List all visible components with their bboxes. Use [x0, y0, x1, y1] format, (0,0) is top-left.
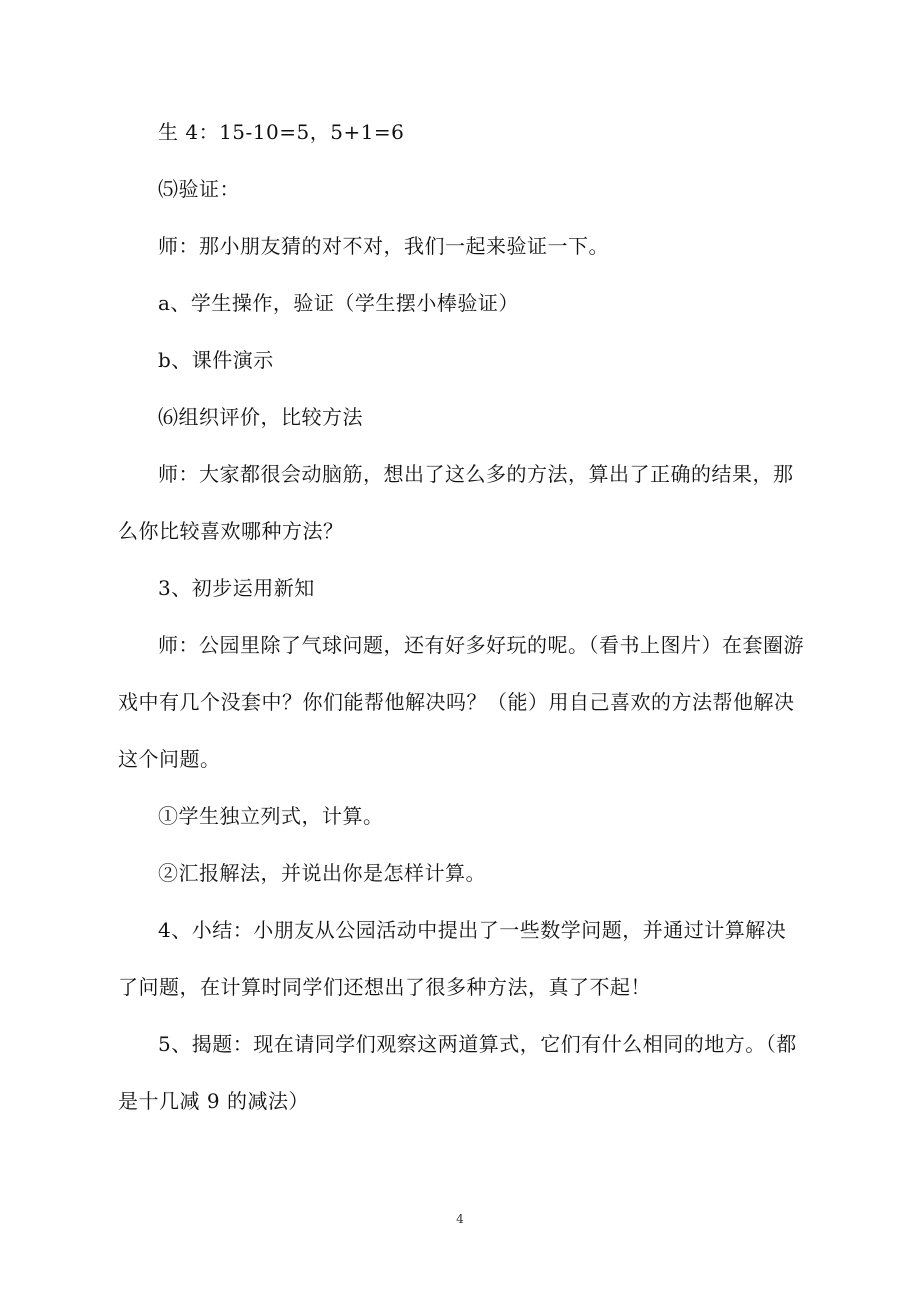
- paragraph-reveal-topic: 5、揭题：现在请同学们观察这两道算式，它们有什么相同的地方。（都是十几减 9 的减法）: [118, 1032, 797, 1113]
- page-number: 4: [456, 1212, 464, 1226]
- paragraph-report-method: ②汇报解法，并说出你是怎样计算。: [158, 861, 486, 885]
- paragraph-independent-calc: ①学生独立列式，计算。: [158, 804, 384, 828]
- paragraph-teacher-park: 师：公园里除了气球问题，还有好多好玩的呢。（看书上图片）在套圈游戏中有几个没套中？你们能帮他解决吗？（能）用自己喜欢的方法帮他解决这个问题。: [118, 633, 804, 771]
- paragraph-teacher-verify: 师：那小朋友猜的对不对，我们一起来验证一下。: [158, 234, 609, 258]
- paragraph-student-operation: a、学生操作，验证（学生摆小棒验证）: [158, 291, 519, 315]
- paragraph-summary: 4、小结：小朋友从公园活动中提出了一些数学问题，并通过计算解决了问题，在计算时同学们还想出了很多种方法，真了不起！: [118, 918, 787, 999]
- paragraph-apply-heading: 3、初步运用新知: [158, 576, 315, 600]
- document-body: [118, 104, 804, 1130]
- paragraph-verify-heading: ⑸验证：: [158, 177, 240, 201]
- paragraph-courseware-demo: b、课件演示: [158, 348, 274, 372]
- paragraph-student-4-answer: 生 4：15-10=5，5+1=6: [158, 120, 405, 144]
- paragraph-evaluation-heading: ⑹组织评价，比较方法: [158, 405, 363, 429]
- paragraph-teacher-compare: 师：大家都很会动脑筋，想出了这么多的方法，算出了正确的结果，那么你比较喜欢哪种方法？: [118, 462, 794, 543]
